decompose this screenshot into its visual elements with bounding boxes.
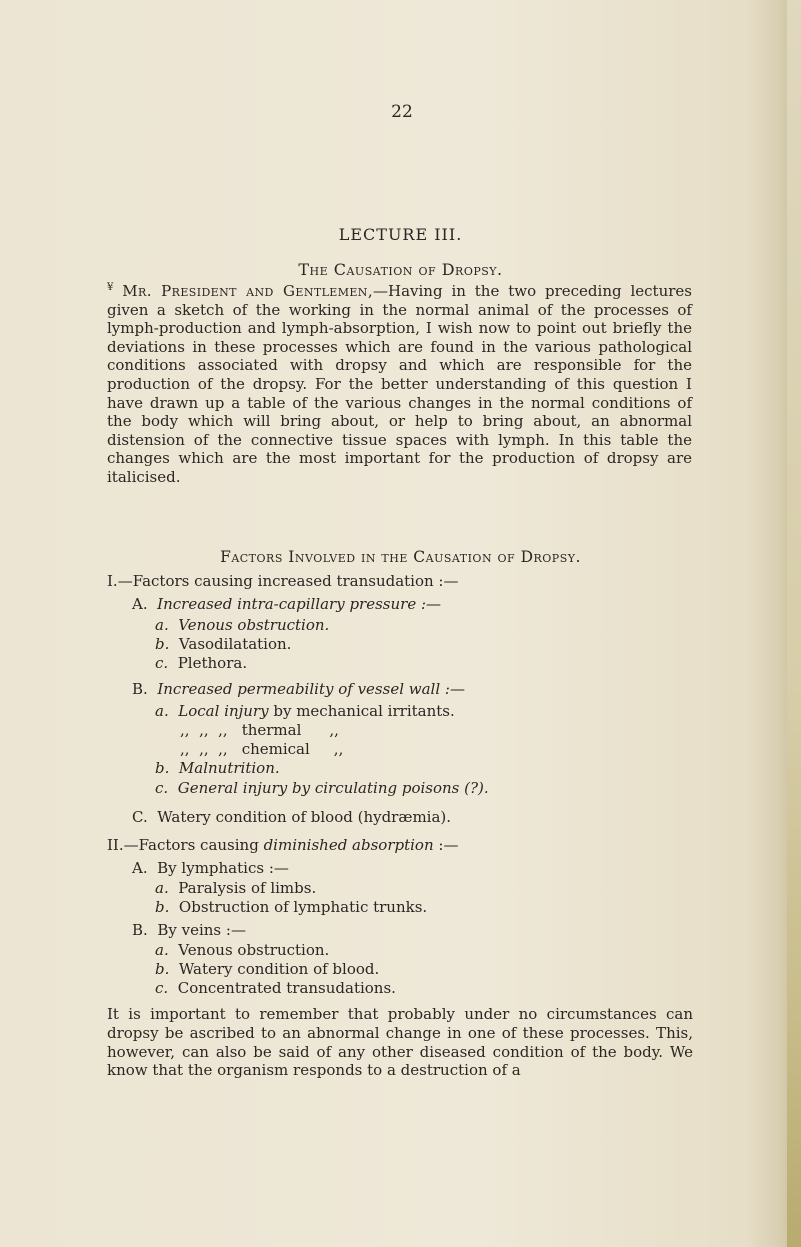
item-letter: c. — [155, 979, 169, 997]
item-text: Watery condition of blood. — [178, 960, 380, 978]
page-edge — [787, 0, 801, 1247]
item-letter: a. — [155, 941, 169, 959]
item-letter: b. — [155, 960, 170, 978]
item-II-B-b — [155, 960, 379, 978]
item-I-B-c — [155, 779, 489, 797]
item-I-A-c — [155, 654, 247, 672]
item-I-A-a — [155, 616, 329, 634]
item-text: By veins :— — [157, 921, 246, 939]
ditto-marks: ,, — [333, 740, 344, 758]
heading-end: :— — [433, 836, 459, 854]
lecture-title: The Causation of Dropsy. — [298, 260, 503, 279]
intro-text: —Having in the two preceding lectures given a sketch of the working in the normal animal of the processes of lymph-production and lymph-absorption, I wish now to point out briefly the deviations in these processes which are found in the various pathological conditions associated with dropsy and which are responsible for the production of the dropsy. For the better understanding of this question I have drawn up a table of the various changes in the normal conditions of the body which will bring about, or help to bring about, an abnormal distension of the connective tissue spaces with lymph. In this table the changes which are the most important for the production of dropsy are italicised. — [107, 282, 692, 486]
item-I-A — [132, 595, 441, 613]
item-text: chemical — [241, 740, 310, 758]
heading-italic: diminished absorption — [263, 836, 434, 854]
item-text: by mechanical irritants. — [268, 702, 455, 720]
item-letter: B. — [132, 680, 148, 698]
salutation: Mr. President and Gentlemen, — [122, 282, 373, 300]
item-II-B-a — [155, 941, 329, 959]
item-italic: Local injury — [178, 702, 269, 720]
item-text: Obstruction of lymphatic trunks. — [178, 898, 428, 916]
item-text: Paralysis of limbs. — [178, 879, 317, 897]
page-number: 22 — [391, 102, 413, 122]
item-I-B-a — [155, 702, 455, 720]
item-text: General injury by circulating poisons (?). — [177, 779, 489, 797]
item-II-B — [132, 921, 246, 939]
item-letter: a. — [155, 879, 169, 897]
item-text: Venous obstruction. — [178, 616, 330, 634]
item-letter: b. — [155, 759, 170, 777]
item-text: Vasodilatation. — [178, 635, 292, 653]
item-text: By lymphatics :— — [157, 859, 289, 877]
ditto-marks: ,, ,, ,, — [180, 721, 228, 739]
item-letter: B. — [132, 921, 148, 939]
item-I-B-a-chemical — [180, 740, 343, 758]
item-letter: a. — [155, 702, 169, 720]
item-letter: c. — [155, 779, 169, 797]
section-II-heading — [107, 836, 458, 854]
intro-paragraph — [107, 279, 692, 487]
item-title: Increased permeability of vessel wall :— — [157, 680, 465, 698]
item-I-A-b — [155, 635, 291, 653]
section-I-heading: I.—Factors causing increased transudation :— — [107, 572, 459, 590]
item-I-B-a-thermal — [180, 721, 339, 739]
item-I-C — [132, 808, 451, 826]
heading-text: II.—Factors causing — [107, 836, 264, 854]
item-letter: b. — [155, 635, 170, 653]
ditto-marks: ,, — [329, 721, 339, 739]
item-letter: a. — [155, 616, 169, 634]
item-text: Malnutrition. — [178, 759, 280, 777]
item-II-A — [132, 859, 289, 877]
item-II-A-a — [155, 879, 316, 897]
item-title: Increased intra-capillary pressure :— — [157, 595, 442, 613]
margin-mark: ¥ — [107, 282, 114, 293]
item-text: Watery condition of blood (hydræmia). — [157, 808, 452, 826]
item-II-B-c — [155, 979, 396, 997]
ditto-marks: ,, ,, ,, — [180, 740, 228, 758]
item-text: Concentrated transudations. — [177, 979, 396, 997]
item-I-B-b — [155, 759, 280, 777]
lecture-heading: LECTURE III. — [338, 225, 463, 244]
item-letter: c. — [155, 654, 169, 672]
item-letter: A. — [132, 859, 148, 877]
item-letter: C. — [132, 808, 148, 826]
item-I-B — [132, 680, 465, 698]
item-letter: b. — [155, 898, 170, 916]
closing-paragraph: It is important to remember that probably under no circumstances can dropsy be ascribed to an abnormal change in one of these processes. This, however, can also be said of any other diseased condition of the body. We know that the organism responds to a destruction of a — [107, 1005, 693, 1080]
item-II-A-b — [155, 898, 427, 916]
item-text: thermal — [241, 721, 302, 739]
item-text: Plethora. — [177, 654, 248, 672]
item-letter: A. — [132, 595, 148, 613]
factors-heading: Factors Involved in the Causation of Dropsy. — [220, 548, 581, 566]
item-text: Venous obstruction. — [178, 941, 330, 959]
